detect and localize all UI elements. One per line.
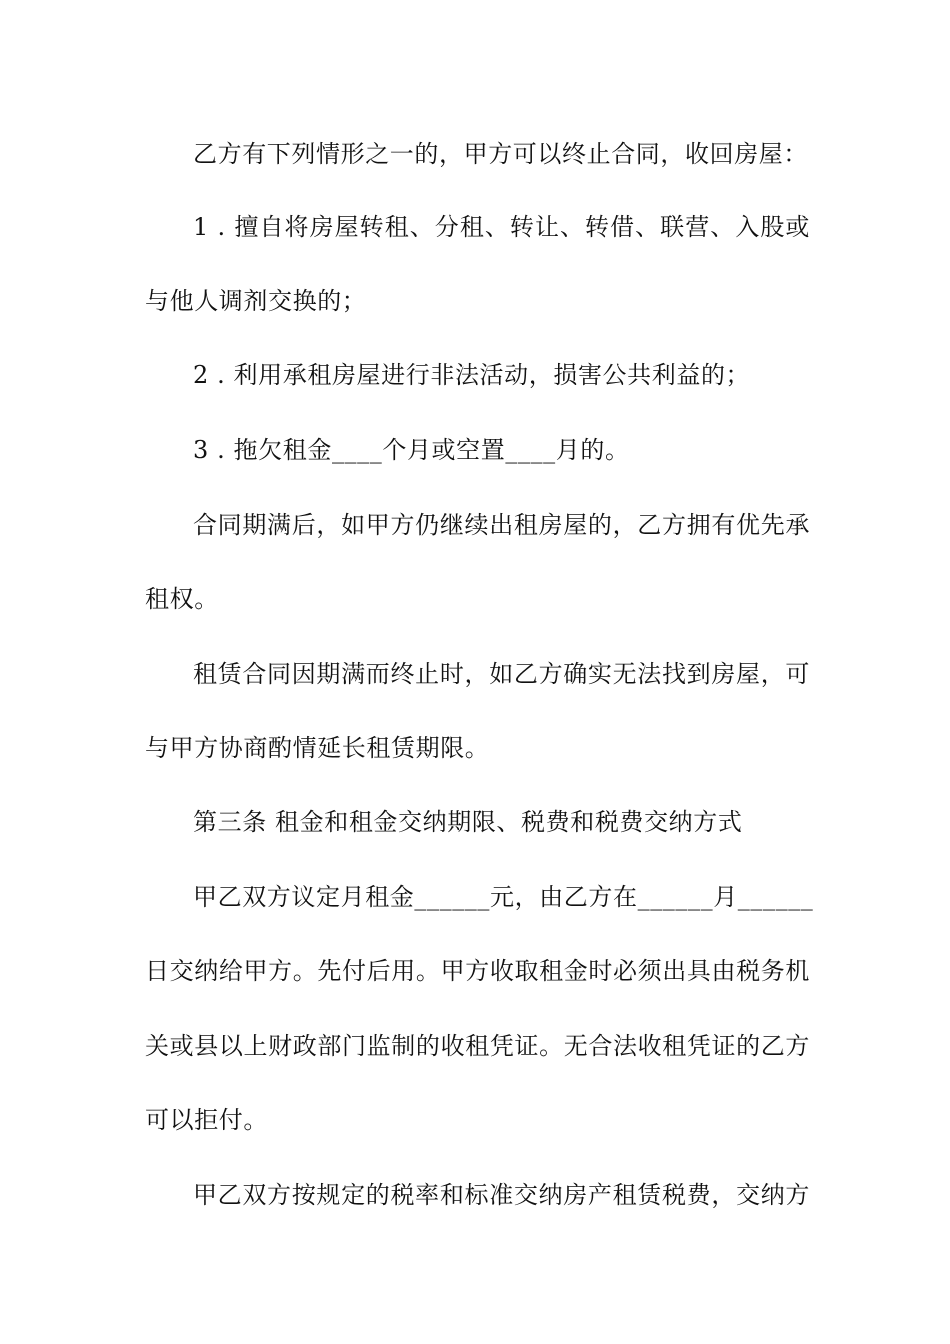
paragraph-line: 关或县以上财政部门监制的收租凭证。无合法收租凭证的乙方 bbox=[145, 1032, 810, 1060]
paragraph-line: 可以拒付。 bbox=[145, 1106, 268, 1134]
paragraph-line: 合同期满后，如甲方仍继续出租房屋的，乙方拥有优先承 bbox=[193, 511, 810, 539]
paragraph-line: 与他人调剂交换的； bbox=[145, 287, 367, 315]
paragraph-line: 甲乙双方按规定的税率和标准交纳房产租赁税费，交纳方 bbox=[193, 1181, 810, 1209]
paragraph-line: 日交纳给甲方。先付后用。甲方收取租金时必须出具由税务机 bbox=[145, 957, 810, 985]
paragraph-line: 租赁合同因期满而终止时，如乙方确实无法找到房屋，可 bbox=[193, 660, 810, 688]
paragraph-line: 乙方有下列情形之一的，甲方可以终止合同，收回房屋： bbox=[193, 140, 808, 168]
paragraph-line: 1 . 擅自将房屋转租、分租、转让、转借、联营、入股或 bbox=[193, 213, 810, 241]
paragraph-line: 甲乙双方议定月租金______元，由乙方在______月______ bbox=[193, 883, 814, 911]
paragraph-line: 2 . 利用承租房屋进行非法活动，损害公共利益的； bbox=[193, 361, 751, 389]
paragraph-line: 租权。 bbox=[145, 585, 219, 613]
paragraph-line: 与甲方协商酌情延长租赁期限。 bbox=[145, 734, 490, 762]
section-heading: 第三条 租金和租金交纳期限、税费和税费交纳方式 bbox=[193, 808, 743, 836]
paragraph-line: 3 . 拖欠租金____个月或空置____月的。 bbox=[193, 436, 630, 464]
